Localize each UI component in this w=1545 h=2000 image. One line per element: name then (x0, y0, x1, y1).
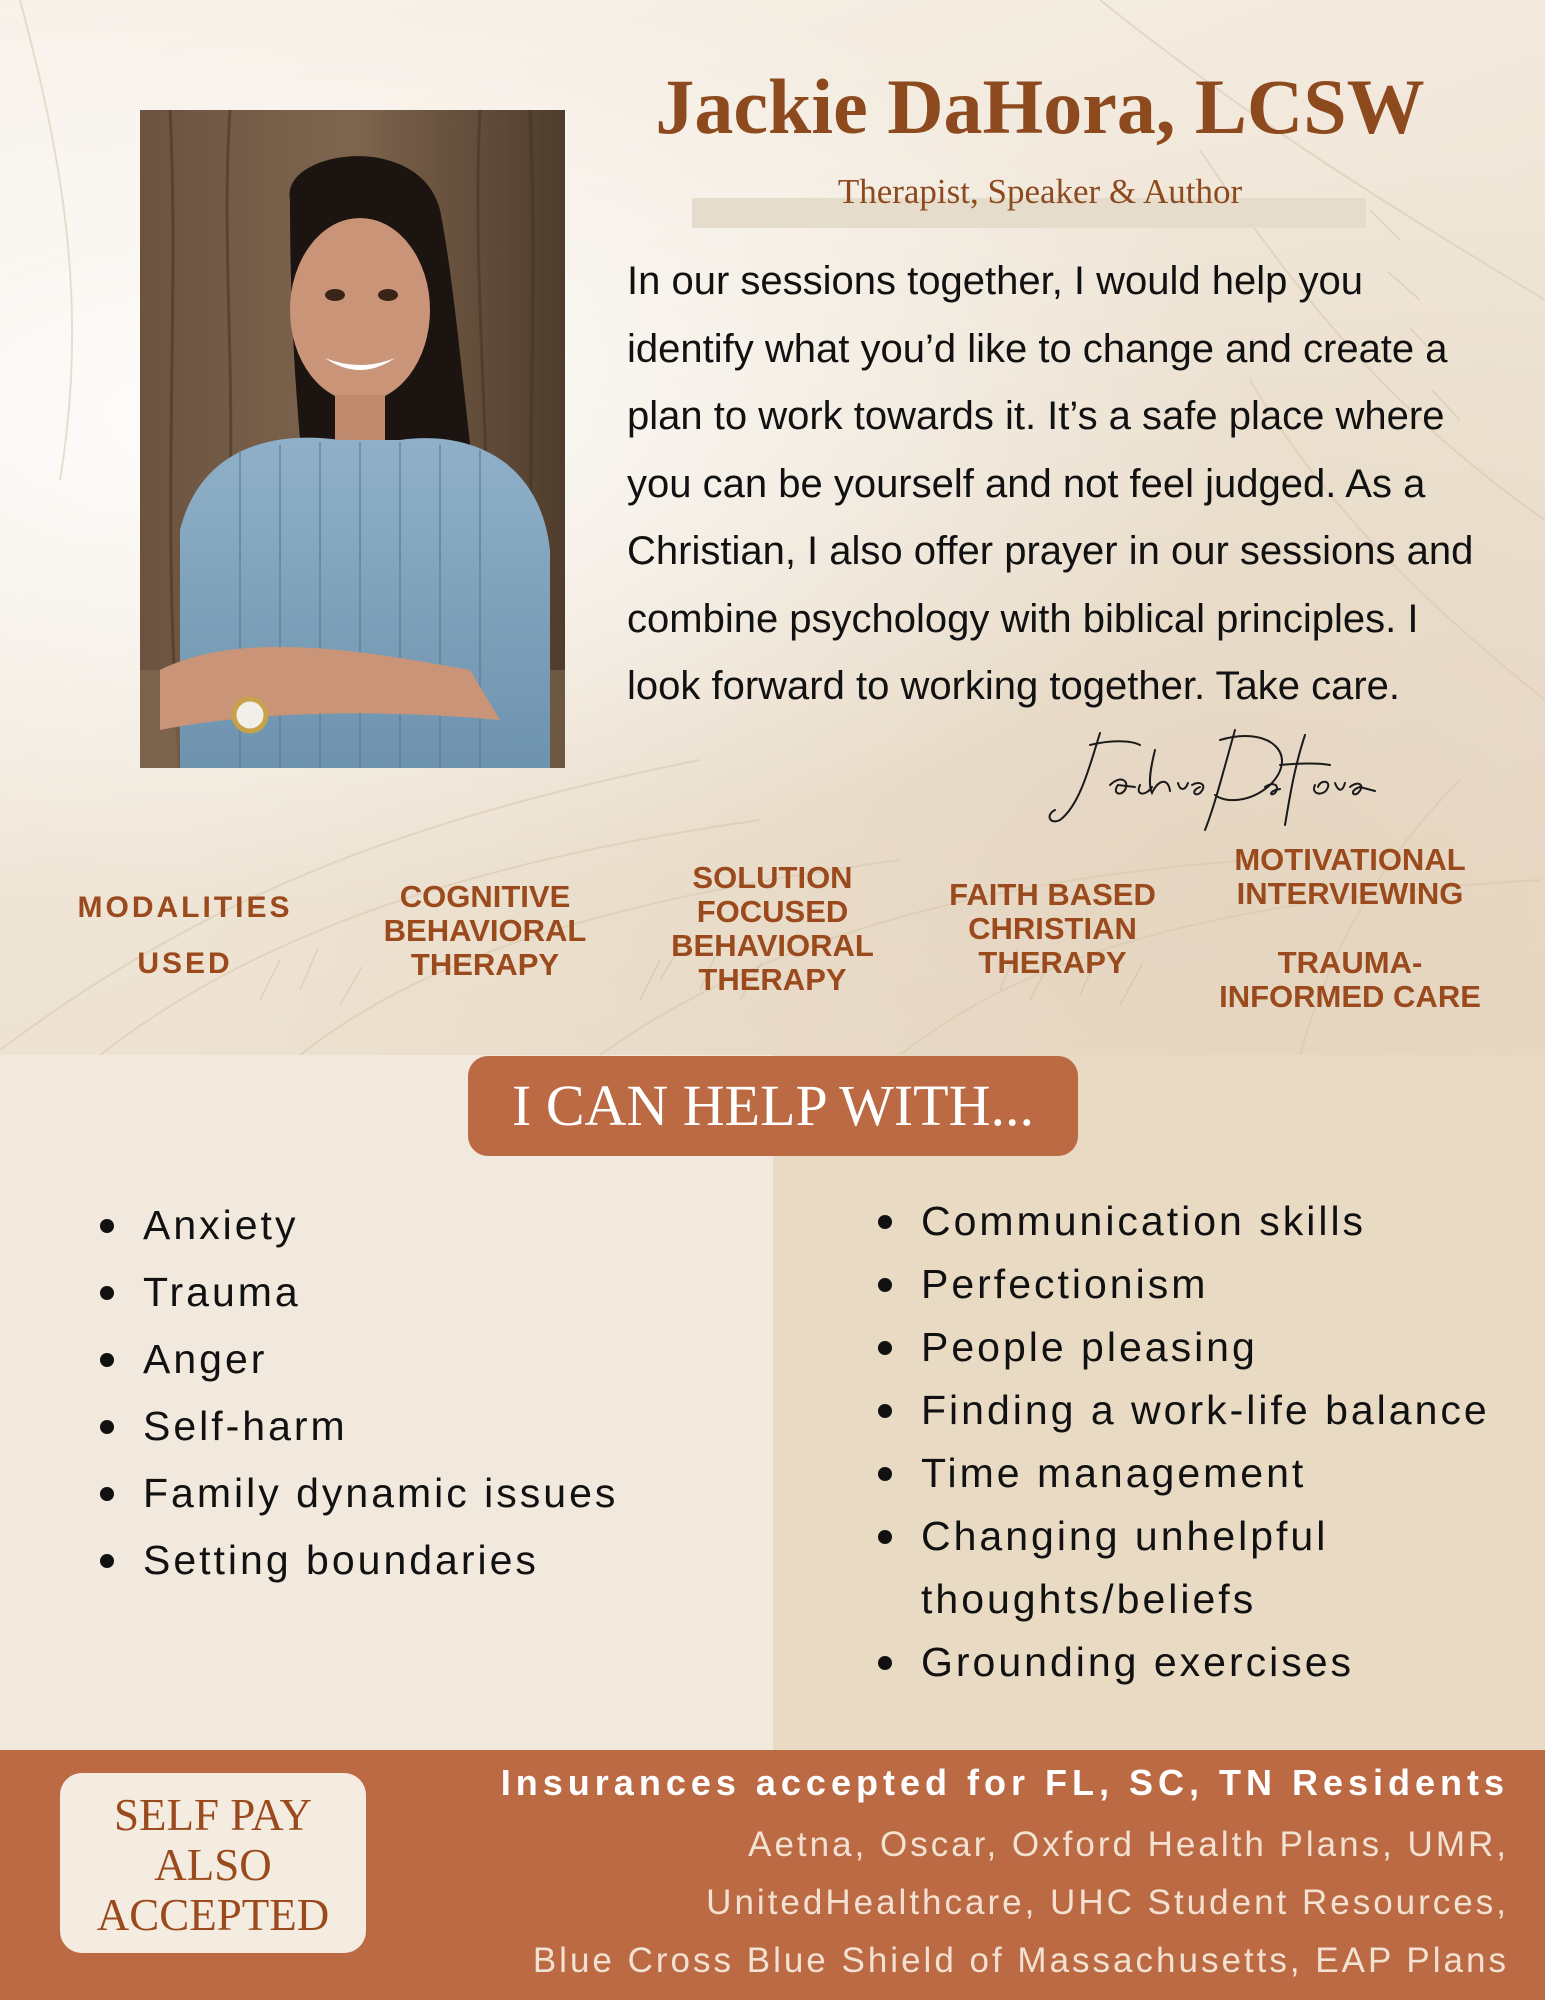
list-item: Setting boundaries (88, 1527, 618, 1594)
modality-sfbt: SOLUTION FOCUSED BEHAVIORAL THERAPY (671, 860, 874, 997)
insurance-line: Aetna, Oscar, Oxford Health Plans, UMR, (748, 1825, 1509, 1864)
modality-motivational-interviewing: MOTIVATIONAL INTERVIEWING (1234, 842, 1466, 911)
bio-line: identify what you’d like to change and create a (627, 326, 1448, 371)
bio-paragraph (627, 248, 1527, 721)
page-title: Jackie DaHora, LCSW (655, 63, 1425, 150)
modality-trauma-informed: TRAUMA- INFORMED CARE (1219, 945, 1481, 1014)
bio-line: Christian, I also offer prayer in our sessions and (627, 529, 1474, 573)
list-item: Self-harm (88, 1393, 618, 1460)
list-item: Anger (88, 1326, 618, 1393)
bio-line: you can be yourself and not feel judged. As a (627, 461, 1426, 506)
list-item-continuation: thoughts/beliefs (921, 1576, 1257, 1622)
list-item: Finding a work-life balance (866, 1379, 1490, 1442)
list-item: Time management (866, 1442, 1490, 1505)
list-item: Communication skills (866, 1190, 1490, 1253)
list-item: Anxiety (88, 1192, 618, 1259)
subtitle: Therapist, Speaker & Author (837, 172, 1243, 211)
bio-line: In our sessions together, I would help you (627, 259, 1364, 303)
modalities-label: MODALITIES USED (77, 891, 293, 980)
insurance-line: Blue Cross Blue Shield of Massachusetts, EAP Plans (532, 1941, 1509, 1980)
list-item: Changing unhelpful (866, 1505, 1490, 1568)
list-item: Trauma (88, 1259, 618, 1326)
help-list-right (866, 1190, 1490, 1694)
help-heading: I CAN HELP WITH... (468, 1056, 1078, 1156)
bio-line: plan to work towards it. It’s a safe place where (627, 394, 1445, 438)
list-item: Perfectionism (866, 1253, 1490, 1316)
modality-faith-based: FAITH BASED CHRISTIAN THERAPY (949, 877, 1156, 980)
therapist-portrait-photo (140, 110, 565, 768)
insurance-line: UnitedHealthcare, UHC Student Resources, (706, 1883, 1509, 1922)
handwritten-signature (1040, 725, 1380, 835)
modality-cbt: COGNITIVE BEHAVIORAL THERAPY (383, 879, 587, 982)
portrait-illustration (140, 110, 565, 768)
list-item: People pleasing (866, 1316, 1490, 1379)
help-list-left (88, 1192, 618, 1594)
list-item: Family dynamic issues (88, 1460, 618, 1527)
insurance-title: Insurances accepted for FL, SC, TN Residents (500, 1762, 1509, 1803)
bio-line: look forward to working together. Take care. (627, 664, 1401, 708)
list-item: Grounding exercises (866, 1631, 1490, 1694)
self-pay-badge: SELF PAY ALSO ACCEPTED (60, 1773, 366, 1953)
bio-line: combine psychology with biblical principles. I (627, 596, 1419, 641)
